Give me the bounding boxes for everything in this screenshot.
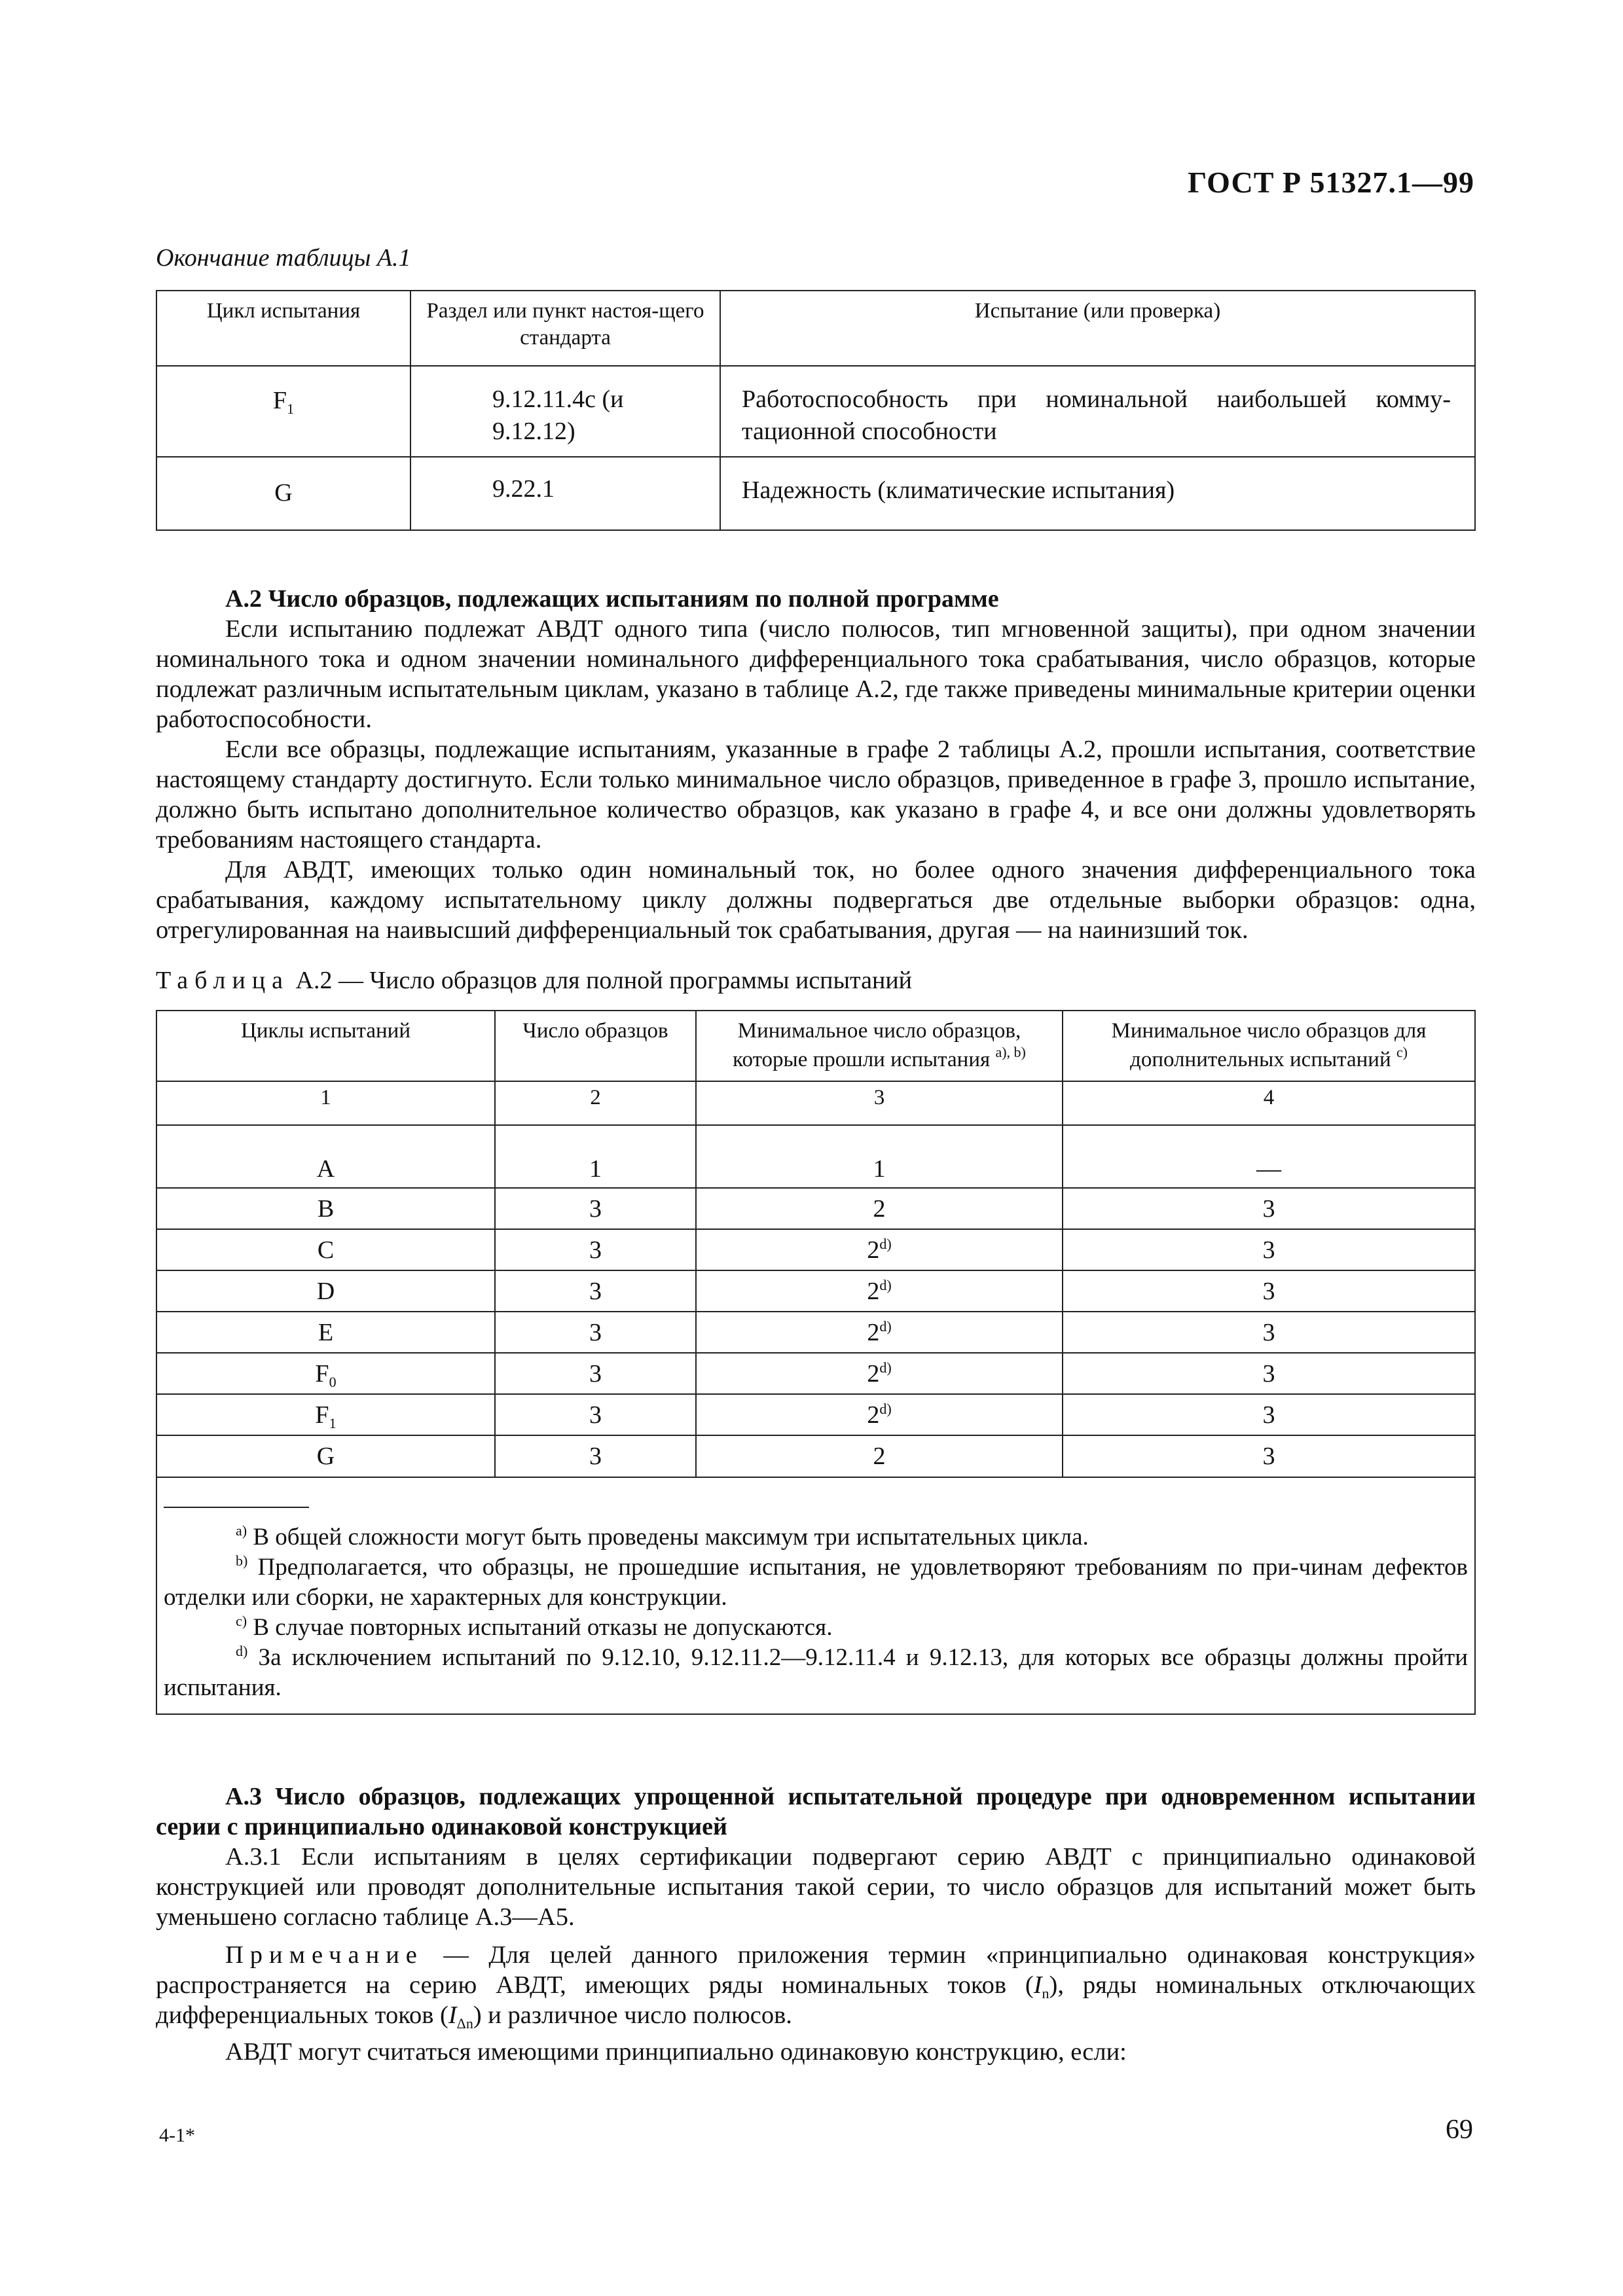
- table-row: [156, 1353, 1475, 1394]
- cycle-cell: D: [156, 1270, 495, 1312]
- cycle-cell: A: [156, 1125, 495, 1188]
- table-a2: [156, 1010, 1476, 1715]
- table-row: [156, 1312, 1475, 1353]
- header-cell: Циклы испытаний: [156, 1011, 495, 1081]
- cycle-cell: $F_1$: [156, 366, 410, 457]
- count-cell: 3: [495, 1312, 696, 1353]
- section-a3-paragraph: АВДТ могут считаться имеющими принципиально одинаковую конструкцию, если:: [225, 2038, 1127, 2066]
- table-notes-row: [156, 1477, 1475, 1714]
- standard-code: ГОСТ Р 51327.1—99: [1188, 166, 1474, 199]
- additional-cell: —: [1063, 1125, 1475, 1188]
- table-row: [156, 366, 1475, 457]
- section-a2-paragraph: Если все образцы, подлежащие испытаниям, указанные в графе 2 таблицы А.2, прошли испытания, соответствие настоящему стандарту достигнуто. Если только минимальное число образцов, приведенное в графе 3, прошло испытание, должно быть испытано дополнительное количество образцов, как указано в графе 4, и все они должны удовлетворять требованиям настоящего стандарта.: [156, 736, 1476, 853]
- additional-cell: 3: [1063, 1229, 1475, 1270]
- count-cell: 3: [495, 1188, 696, 1229]
- column-number: 2: [495, 1081, 696, 1125]
- column-number: 4: [1063, 1081, 1475, 1125]
- cycle-cell: B: [156, 1188, 495, 1229]
- additional-cell: 3: [1063, 1435, 1475, 1477]
- count-cell: 1: [495, 1125, 696, 1188]
- min-passed-cell: 2$^{d)}$: [696, 1394, 1063, 1435]
- table-header-row: [156, 1011, 1475, 1081]
- count-cell: 3: [495, 1394, 696, 1435]
- column-number: 3: [696, 1081, 1063, 1125]
- footnote: $^{b)}$ Предполагается, что образцы, не прошедшие испытания, не удовлетворяют требованиям по при-чинам дефектов отделки или сборки, не характерных для конструкции.: [164, 1552, 1468, 1611]
- table-a2-caption: Таблица А.2 — Число образцов для полной программы испытаний: [156, 967, 912, 994]
- count-cell: 3: [495, 1353, 696, 1394]
- clause-cell: 9.12.11.4с (и 9.12.12): [410, 366, 720, 457]
- additional-cell: 3: [1063, 1353, 1475, 1394]
- column-number: 1: [156, 1081, 495, 1125]
- test-cell: Надежность (климатические испытания): [720, 457, 1475, 530]
- table-row: [156, 1435, 1475, 1477]
- section-a2-paragraph: Если испытанию подлежат АВДТ одного типа (число полюсов, тип мгновенной защиты), при одном значении номинального тока и одном значении номинального дифференциального тока срабатывания, число образцов, которые подлежат различным испытательным циклам, указано в таблице А.2, где также приведены минимальные критерии оценки работоспособности.: [156, 615, 1476, 733]
- section-a3-note: Примечание — Для целей данного приложения термин «принципиально одинаковая конструкция» распространяется на серию АВДТ, имеющих ряды номинальных токов $(I_n)$, ряды номинальных отключающих дифференциальных токов $(I_{\Delta n})$ и различное число полюсов.: [156, 1941, 1476, 2032]
- cycle-cell: G: [156, 457, 410, 530]
- min-passed-cell: 2$^{d)}$: [696, 1353, 1063, 1394]
- count-cell: 3: [495, 1435, 696, 1477]
- cycle-cell: C: [156, 1229, 495, 1270]
- table-row: [156, 1188, 1475, 1229]
- section-a3-title: А.3 Число образцов, подлежащих упрощенной испытательной процедуре при одновременном испытании серии с принципиально одинаковой конструкцией: [156, 1783, 1476, 1840]
- table-header-row: [156, 291, 1475, 366]
- footnote: $^{d)}$ За исключением испытаний по 9.12.10, 9.12.11.2—9.12.11.4 и 9.12.13, для которых все образцы должны пройти испытания.: [164, 1643, 1468, 1701]
- clause-cell: 9.22.1: [410, 457, 720, 530]
- column-number-row: [156, 1081, 1475, 1125]
- table-row: [156, 1394, 1475, 1435]
- cycle-cell: $F_0$: [156, 1353, 495, 1394]
- header-cell: Испытание (или проверка): [720, 291, 1475, 366]
- cycle-cell: $F_1$: [156, 1394, 495, 1435]
- table-footnotes: [156, 1477, 1475, 1714]
- count-cell: 3: [495, 1229, 696, 1270]
- section-a3-paragraph: А.3.1 Если испытаниям в целях сертификации подвергают серию АВДТ с принципиально одинаковой конструкцией или проводят дополнительные испытания такой серии, то число образцов для испытаний может быть уменьшено согласно таблице А.3—А5.: [156, 1843, 1476, 1931]
- page-number: 69: [1446, 2115, 1473, 2145]
- section-a2-title: А.2 Число образцов, подлежащих испытаниям по полной программе: [225, 585, 999, 613]
- table-a1-continuation: [156, 290, 1476, 531]
- header-cell: Число образцов: [495, 1011, 696, 1081]
- header-cell: Минимальное число образцов для дополнительных испытаний $^{с)}$: [1063, 1011, 1475, 1081]
- footnote-separator: [164, 1507, 309, 1508]
- section-a2-paragraph: Для АВДТ, имеющих только один номинальный ток, но более одного значения дифференциального тока срабатывания, каждому испытательному циклу должны подвергаться две отдельные выборки образцов: одна, отрегулированная на наивысший дифференциальный ток срабатывания, другая — на наинизший ток.: [156, 856, 1476, 944]
- min-passed-cell: 2$^{d)}$: [696, 1229, 1063, 1270]
- table-row: [156, 1125, 1475, 1188]
- table-row: [156, 457, 1475, 530]
- min-passed-cell: 2$^{d)}$: [696, 1270, 1063, 1312]
- footnote: $^{с)}$ В случае повторных испытаний отказы не допускаются.: [236, 1613, 833, 1641]
- additional-cell: 3: [1063, 1394, 1475, 1435]
- table-row: [156, 1270, 1475, 1312]
- table-row: [156, 1229, 1475, 1270]
- min-passed-cell: 1: [696, 1125, 1063, 1188]
- header-cell: Минимальное число образцов, которые прошли испытания $^{а), b)}$: [696, 1011, 1063, 1081]
- test-cell: Работоспособность при номинальной наибольшей комму-тационной способности: [720, 366, 1475, 457]
- header-cell: Раздел или пункт настоя-щего стандарта: [410, 291, 720, 366]
- count-cell: 3: [495, 1270, 696, 1312]
- additional-cell: 3: [1063, 1270, 1475, 1312]
- footnote: $^{а)}$ В общей сложности могут быть проведены максимум три испытательных цикла.: [236, 1522, 1089, 1551]
- min-passed-cell: 2: [696, 1188, 1063, 1229]
- cycle-cell: G: [156, 1435, 495, 1477]
- additional-cell: 3: [1063, 1312, 1475, 1353]
- header-cell: Цикл испытания: [156, 291, 410, 366]
- additional-cell: 3: [1063, 1188, 1475, 1229]
- min-passed-cell: 2$^{d)}$: [696, 1312, 1063, 1353]
- sheet-mark: 4-1*: [159, 2125, 195, 2146]
- cycle-cell: E: [156, 1312, 495, 1353]
- table-continuation-caption: Окончание таблицы А.1: [156, 244, 411, 272]
- min-passed-cell: 2: [696, 1435, 1063, 1477]
